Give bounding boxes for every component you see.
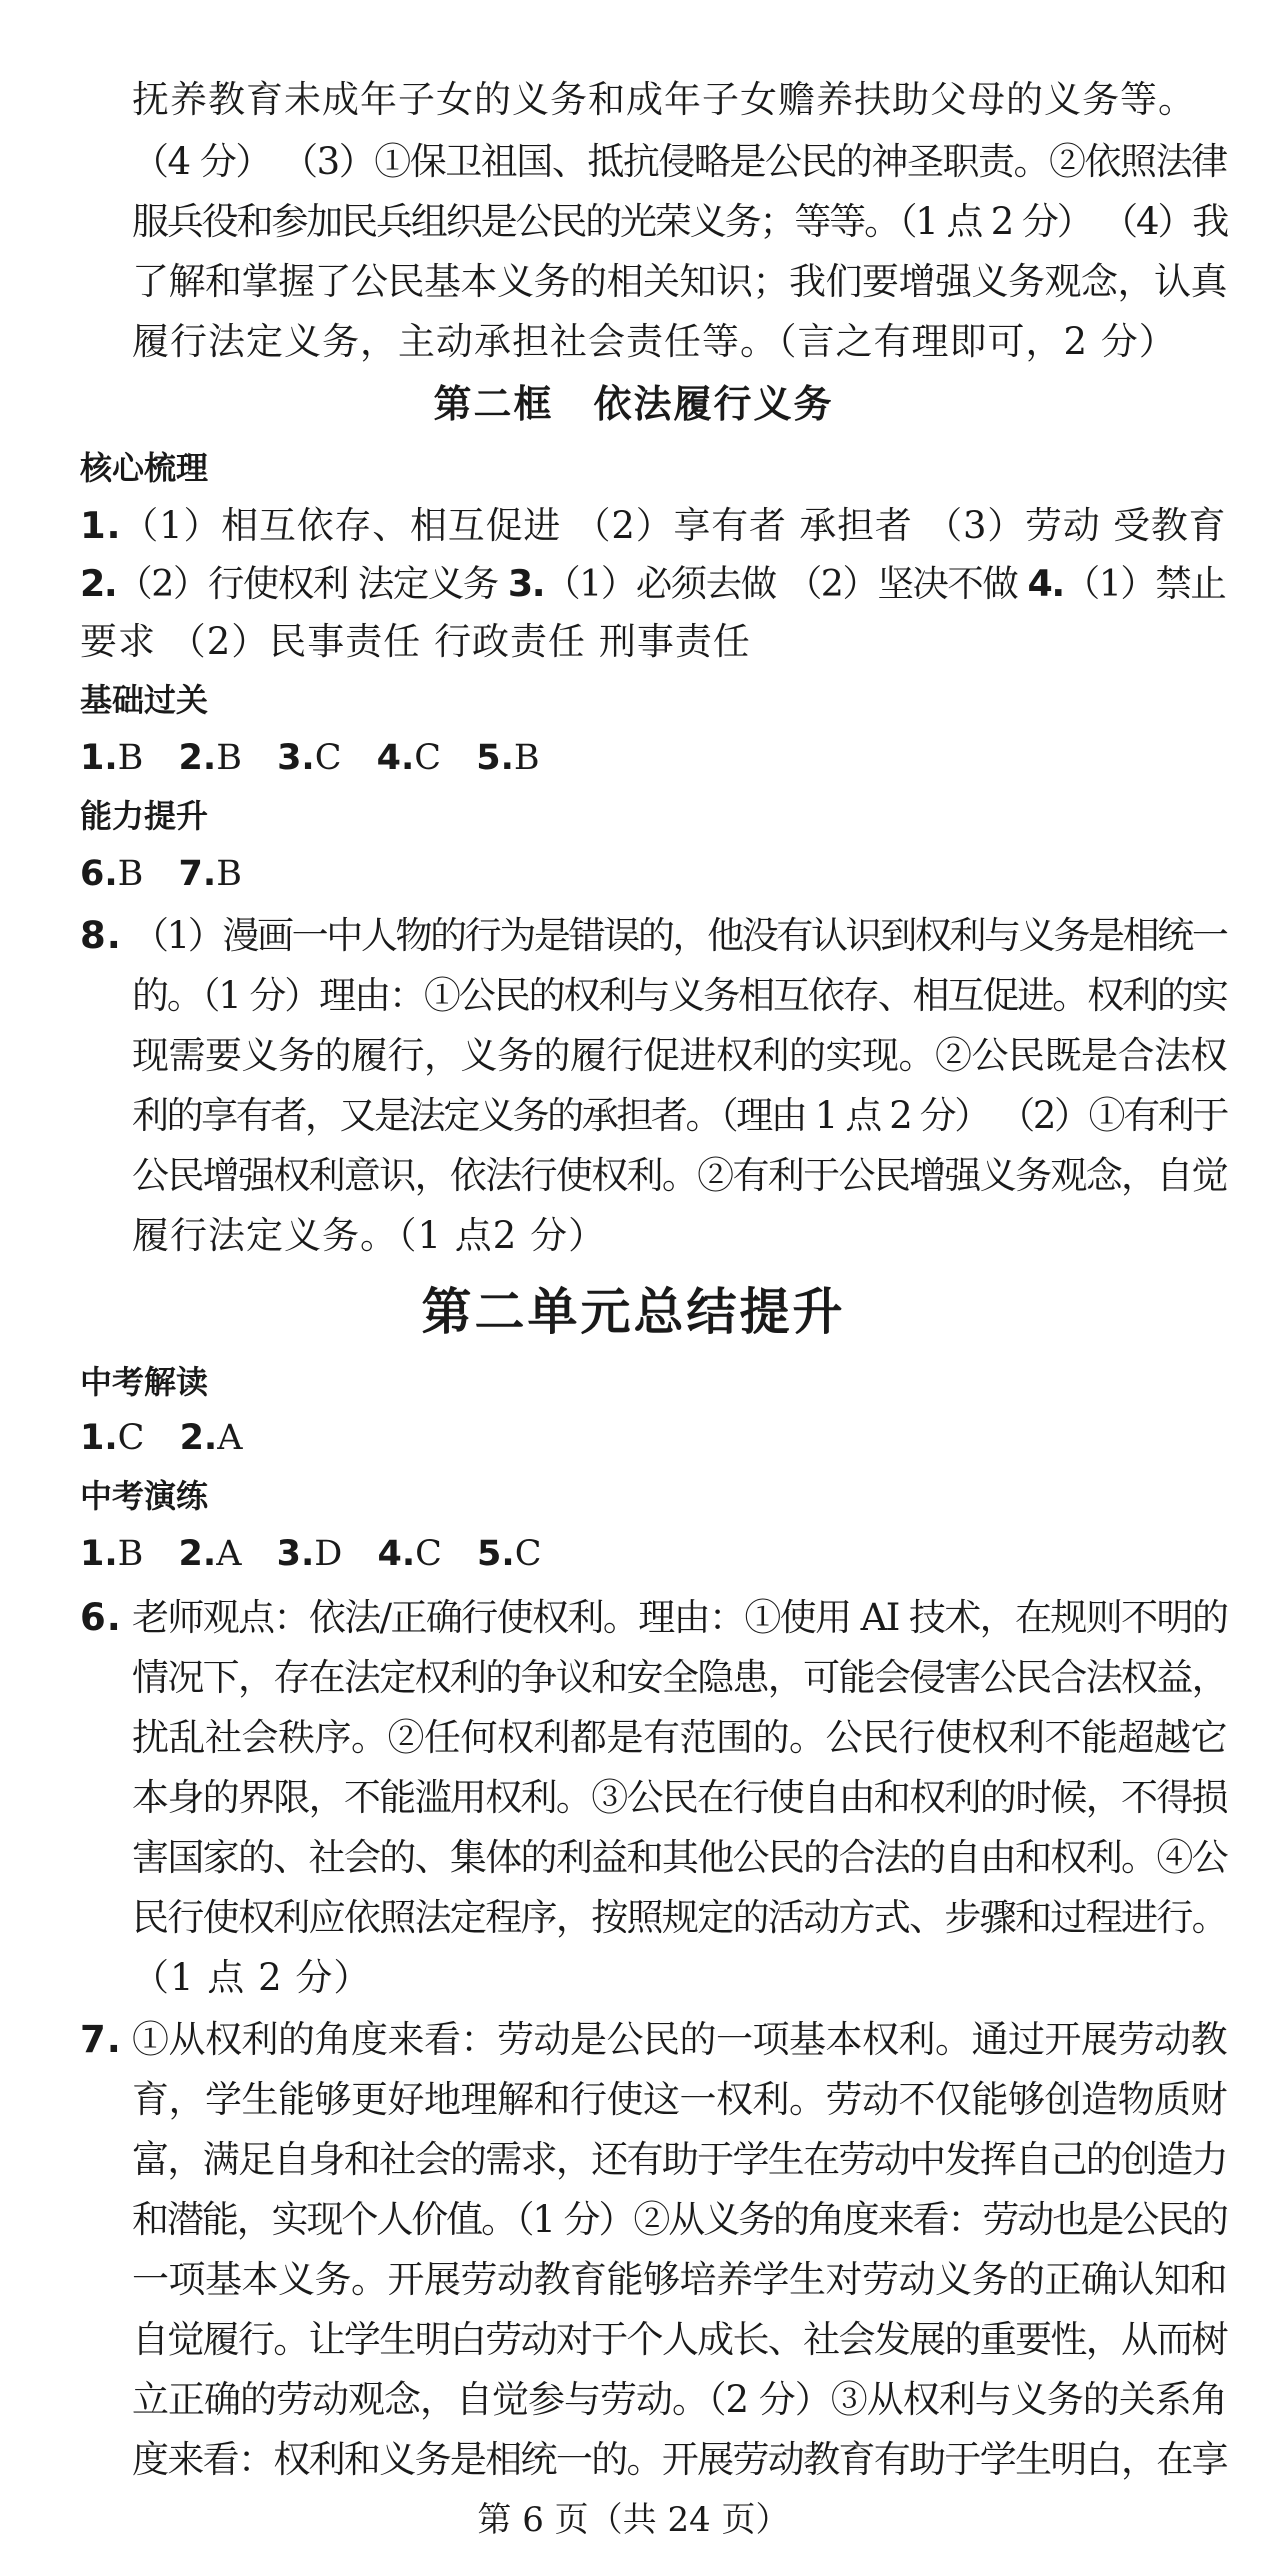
text-line: （1）漫画一中人物的行为是错误的，他没有认识到权利与义务是相统一 [132, 914, 1227, 957]
section-label-core: 核心梳理 [80, 449, 209, 487]
text-line: 一项基本义务。开展劳动教育能够培养学生对劳动义务的正确认知和 [132, 2258, 1227, 2301]
answer-item [277, 1532, 343, 1576]
question-number: 4. [377, 1534, 416, 1574]
question-number: 2. [80, 562, 117, 605]
question-number: 7. [80, 2018, 122, 2061]
answer-item [377, 736, 441, 780]
text-line: 现需要义务的履行，义务的履行促进权利的实现。②公民既是合法权 [132, 1034, 1227, 1077]
question-number: 1. [80, 504, 122, 547]
question-number: 7. [178, 854, 217, 894]
question-number: 3. [277, 738, 315, 778]
section-label-ability: 能力提升 [80, 797, 209, 835]
text-line: 扰乱社会秩序。②任何权利都是有范围的。公民行使权利不能超越它 [132, 1716, 1227, 1759]
answer-item [180, 1416, 243, 1460]
section-label-exam-practice: 中考演练 [80, 1477, 209, 1515]
answer-item [179, 852, 242, 896]
text-line: 富，满足自身和社会的需求，还有助于学生在劳动中发挥自己的创造力 [132, 2138, 1227, 2181]
question-number: 6. [80, 854, 118, 894]
question-number: 5. [476, 738, 514, 778]
text-line: 和潜能，实现个人价值。（1 分）②从义务的角度来看：劳动也是公民的 [132, 2198, 1227, 2241]
question-number: 2. [178, 1534, 217, 1574]
answer-item [277, 736, 341, 780]
text-line: 履行法定义务。（1 点2 分） [132, 1214, 607, 1257]
answer-item [377, 1532, 441, 1576]
answer-item [80, 1416, 144, 1460]
text-line: 民行使权利应依照法定程序，按照规定的活动方式、步骤和过程进行。 [132, 1896, 1227, 1939]
text-line: 履行法定义务，主动承担社会责任等。（言之有理即可，2 分） [132, 320, 1177, 363]
text-line: 育，学生能够更好地理解和行使这一权利。劳动不仅能够创造物质财 [132, 2078, 1227, 2121]
answer-letter: B [216, 854, 242, 894]
question-number: 4. [1027, 562, 1064, 605]
text-line: 利的享有者，又是法定义务的承担者。（理由 1 点 2 分） （2）①有利于 [132, 1094, 1227, 1137]
text-line: ①从权利的角度来看：劳动是公民的一项基本权利。通过开展劳动教 [132, 2018, 1227, 2061]
unit-title: 第二单元总结提升 [421, 1282, 846, 1341]
core-line-2 [80, 562, 1225, 606]
question-number: 1. [80, 1418, 118, 1458]
text-line: 度来看：权利和义务是相统一的。开展劳动教育有助于学生明白，在享 [132, 2438, 1227, 2481]
text-line: 的。（1 分）理由：①公民的权利与义务相互依存、相互促进。权利的实 [132, 974, 1227, 1017]
text-line: 害国家的、社会的、集体的利益和其他公民的合法的自由和权利。④公 [132, 1836, 1227, 1879]
answer-letter: D [314, 1534, 343, 1574]
answer-item [80, 1532, 143, 1576]
text-line: 了解和掌握了公民基本义务的相关知识；我们要增强义务观念，认真 [132, 260, 1227, 303]
answer-item [80, 852, 143, 896]
core-answer: （1）相互依存、相互促进 （2）享有者 承担者 （3）劳动 受教育 [121, 504, 1227, 547]
answer-letter: A [216, 1534, 242, 1574]
answer-letter: B [117, 738, 144, 778]
answer-letter: B [216, 738, 242, 778]
page-footer: 第 6 页（共 24 页） [477, 2500, 790, 2540]
basic-answers [80, 736, 564, 780]
answer-letter: B [117, 854, 144, 894]
answer-letter: B [513, 738, 540, 778]
question-number: 8. [80, 914, 122, 957]
exam-practice-answers [80, 1532, 565, 1576]
question-number: 4. [376, 738, 415, 778]
text-line: 情况下，存在法定权利的争议和安全隐患，可能会侵害公民合法权益， [132, 1656, 1227, 1699]
answer-letter: C [514, 1534, 542, 1574]
answer-letter: C [415, 1534, 442, 1574]
answer-item [477, 1532, 541, 1576]
answer-item [476, 736, 539, 780]
core-line-1 [80, 504, 1226, 548]
text-line: 公民增强权利意识，依法行使权利。②有利于公民增强义务观念，自觉 [132, 1154, 1227, 1197]
ability-answers [80, 852, 266, 896]
answer-item [179, 1532, 242, 1576]
question-number: 1. [80, 738, 118, 778]
question-number: 2. [178, 738, 217, 778]
answer-letter: C [314, 738, 342, 778]
answer-item [80, 736, 143, 780]
core-answer: （1）禁止 [1063, 562, 1226, 605]
text-line: 自觉履行。让学生明白劳动对于个人成长、社会发展的重要性，从而树 [132, 2318, 1227, 2361]
core-line-3: 要求 （2）民事责任 行政责任 刑事责任 [80, 620, 751, 663]
section-label-exam-read: 中考解读 [80, 1363, 209, 1401]
question-number: 3. [507, 562, 545, 605]
section-label-basic: 基础过关 [80, 681, 209, 719]
answer-item [179, 736, 242, 780]
text-line: 本身的界限，不能滥用权利。③公民在行使自由和权利的时候，不得损 [132, 1776, 1227, 1819]
text-line: 服兵役和参加民兵组织是公民的光荣义务；等等。（1 点 2 分） （4）我 [132, 200, 1228, 243]
text-line: （4 分） （3）①保卫祖国、抵抗侵略是公民的神圣职责。②依照法律 [132, 140, 1227, 183]
exam-read-answers [80, 1416, 267, 1460]
core-answer: （2）行使权利 法定义务 [116, 562, 508, 605]
question-number: 5. [477, 1534, 515, 1574]
text-line: 抚养教育未成年子女的义务和成年子女赡养扶助父母的义务等。 [132, 78, 1196, 121]
question-number: 3. [276, 1534, 315, 1574]
answer-letter: B [117, 1534, 144, 1574]
text-line: 老师观点：依法/正确行使权利。理由：①使用 AI 技术，在规则不明的 [132, 1596, 1228, 1639]
question-number: 6. [80, 1596, 122, 1639]
frame-title: 第二框 依法履行义务 [433, 382, 834, 426]
question-number: 1. [80, 1534, 118, 1574]
question-number: 2. [179, 1418, 218, 1458]
text-line: （1 点 2 分） [132, 1956, 372, 1999]
text-line: 立正确的劳动观念，自觉参与劳动。（2 分）③从权利与义务的关系角 [132, 2378, 1227, 2421]
answer-letter: C [117, 1418, 145, 1458]
answer-letter: A [217, 1418, 243, 1458]
core-answer: （1）必须去做 （2）坚决不做 [544, 562, 1028, 605]
answer-letter: C [414, 738, 442, 778]
